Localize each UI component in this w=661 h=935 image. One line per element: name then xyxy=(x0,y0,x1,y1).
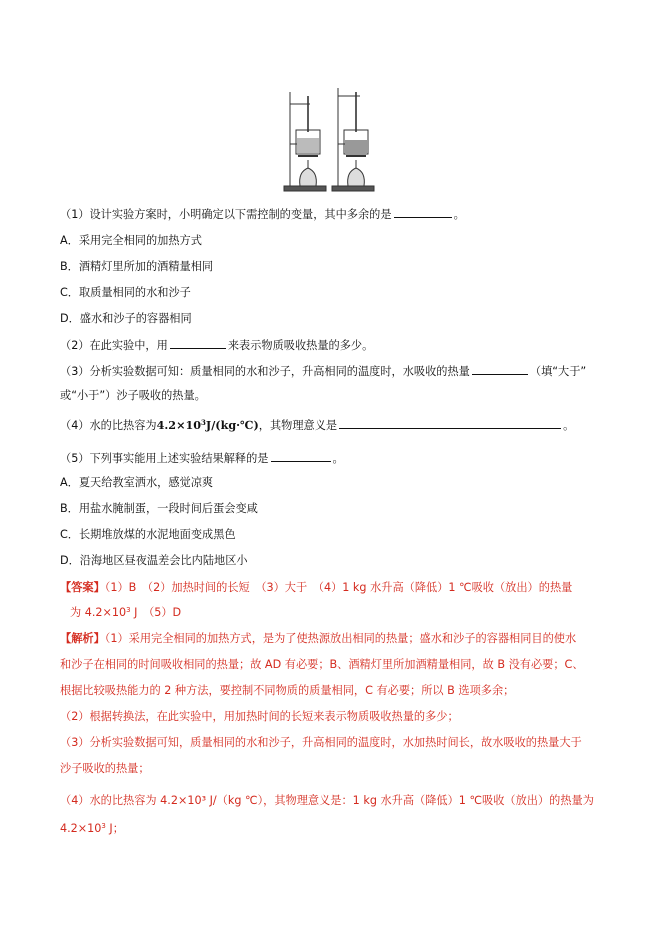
q1-option-a: A．采用完全相同的加热方式 xyxy=(60,234,202,247)
q1-option-b: B．酒精灯里所加的酒精量相同 xyxy=(60,260,214,273)
question-2: （2）在此实验中，用 来表示物质吸收热量的多少。 xyxy=(60,339,374,352)
analysis-line-8: $4.2\times 10^3$ J； xyxy=(60,822,124,835)
answer-label: 【答案】 xyxy=(60,581,105,594)
analysis-line-4: （2）根据转换法，在此实验中，用加热时间的长短来表示物质吸收热量的多少； xyxy=(60,710,459,723)
answer-blank xyxy=(394,206,452,218)
q1-option-c: C．取质量相同的水和沙子 xyxy=(60,286,191,299)
answer-blank xyxy=(472,363,528,375)
analysis-line-3: 根据比较吸热能力的 2 种方法，要控制不同物质的质量相同，C 有必要；所以 B 选项多余； xyxy=(60,684,515,697)
q5-option-d: D．沿海地区昼夜温差会比内陆地区小 xyxy=(60,554,248,567)
answer-blank xyxy=(339,417,561,429)
answer-blank xyxy=(170,337,226,349)
experiment-apparatus-figure xyxy=(280,82,380,194)
q5-option-a: A．夏天给教室洒水，感觉凉爽 xyxy=(60,476,214,489)
question-3-continued: 或“小于”）沙子吸收的热量。 xyxy=(60,389,206,402)
analysis-line-2: 和沙子在相同的时间吸收相同的热量；故 AD 有必要；B、酒精灯里所加酒精量相同，故 B 没有必要；C、 xyxy=(60,658,584,671)
analysis-line-5: （3）分析实验数据可知，质量相同的水和沙子，升高相同的温度时，水加热时间长，故水吸收的热量大于 xyxy=(60,736,582,749)
q5-option-c: C．长期堆放煤的水泥地面变成黑色 xyxy=(60,528,236,541)
q1-option-d: D．盛水和沙子的容器相同 xyxy=(60,312,192,325)
analysis-line-1: 【解析】（1）采用完全相同的加热方式，是为了使热源放出相同的热量；盛水和沙子的容器相同目的使水 xyxy=(60,632,577,645)
answer-line-2: 为 $4.2\times 10^3$ J （5）D xyxy=(70,606,182,619)
analysis-line-6: 沙子吸收的热量； xyxy=(60,762,150,775)
analysis-line-7: （4）水的比热容为 4.2×10³ J/（kg ℃），其物理意义是：1 kg 水升高（降低）1 ℃吸收（放出）的热量为 xyxy=(60,794,594,807)
question-4: （4）水的比热容为$4.2\times 10^3J/(kg\cdot℃)$，其物理意义是 。 xyxy=(60,418,575,432)
specific-heat-formula: $4.2\times 10^3J/(kg\cdot℃)$ xyxy=(156,418,259,432)
question-1-stem: （1）设计实验方案时，小明确定以下需控制的变量，其中多余的是 。 xyxy=(60,208,465,221)
question-5-stem: （5）下列事实能用上述实验结果解释的是 。 xyxy=(60,452,344,465)
answer-blank xyxy=(271,450,331,462)
analysis-label: 【解析】 xyxy=(60,632,105,645)
answer-line-1: 【答案】（1）B （2）加热时间的长短 （3）大于 （4）1 kg 水升高（降低）1 ℃吸收（放出）的热量 xyxy=(60,581,573,594)
q5-option-b: B．用盐水腌制蛋，一段时间后蛋会变咸 xyxy=(60,502,258,515)
question-3: （3）分析实验数据可知：质量相同的水和沙子，升高相同的温度时，水吸收的热量 （填“大于” xyxy=(60,365,587,378)
